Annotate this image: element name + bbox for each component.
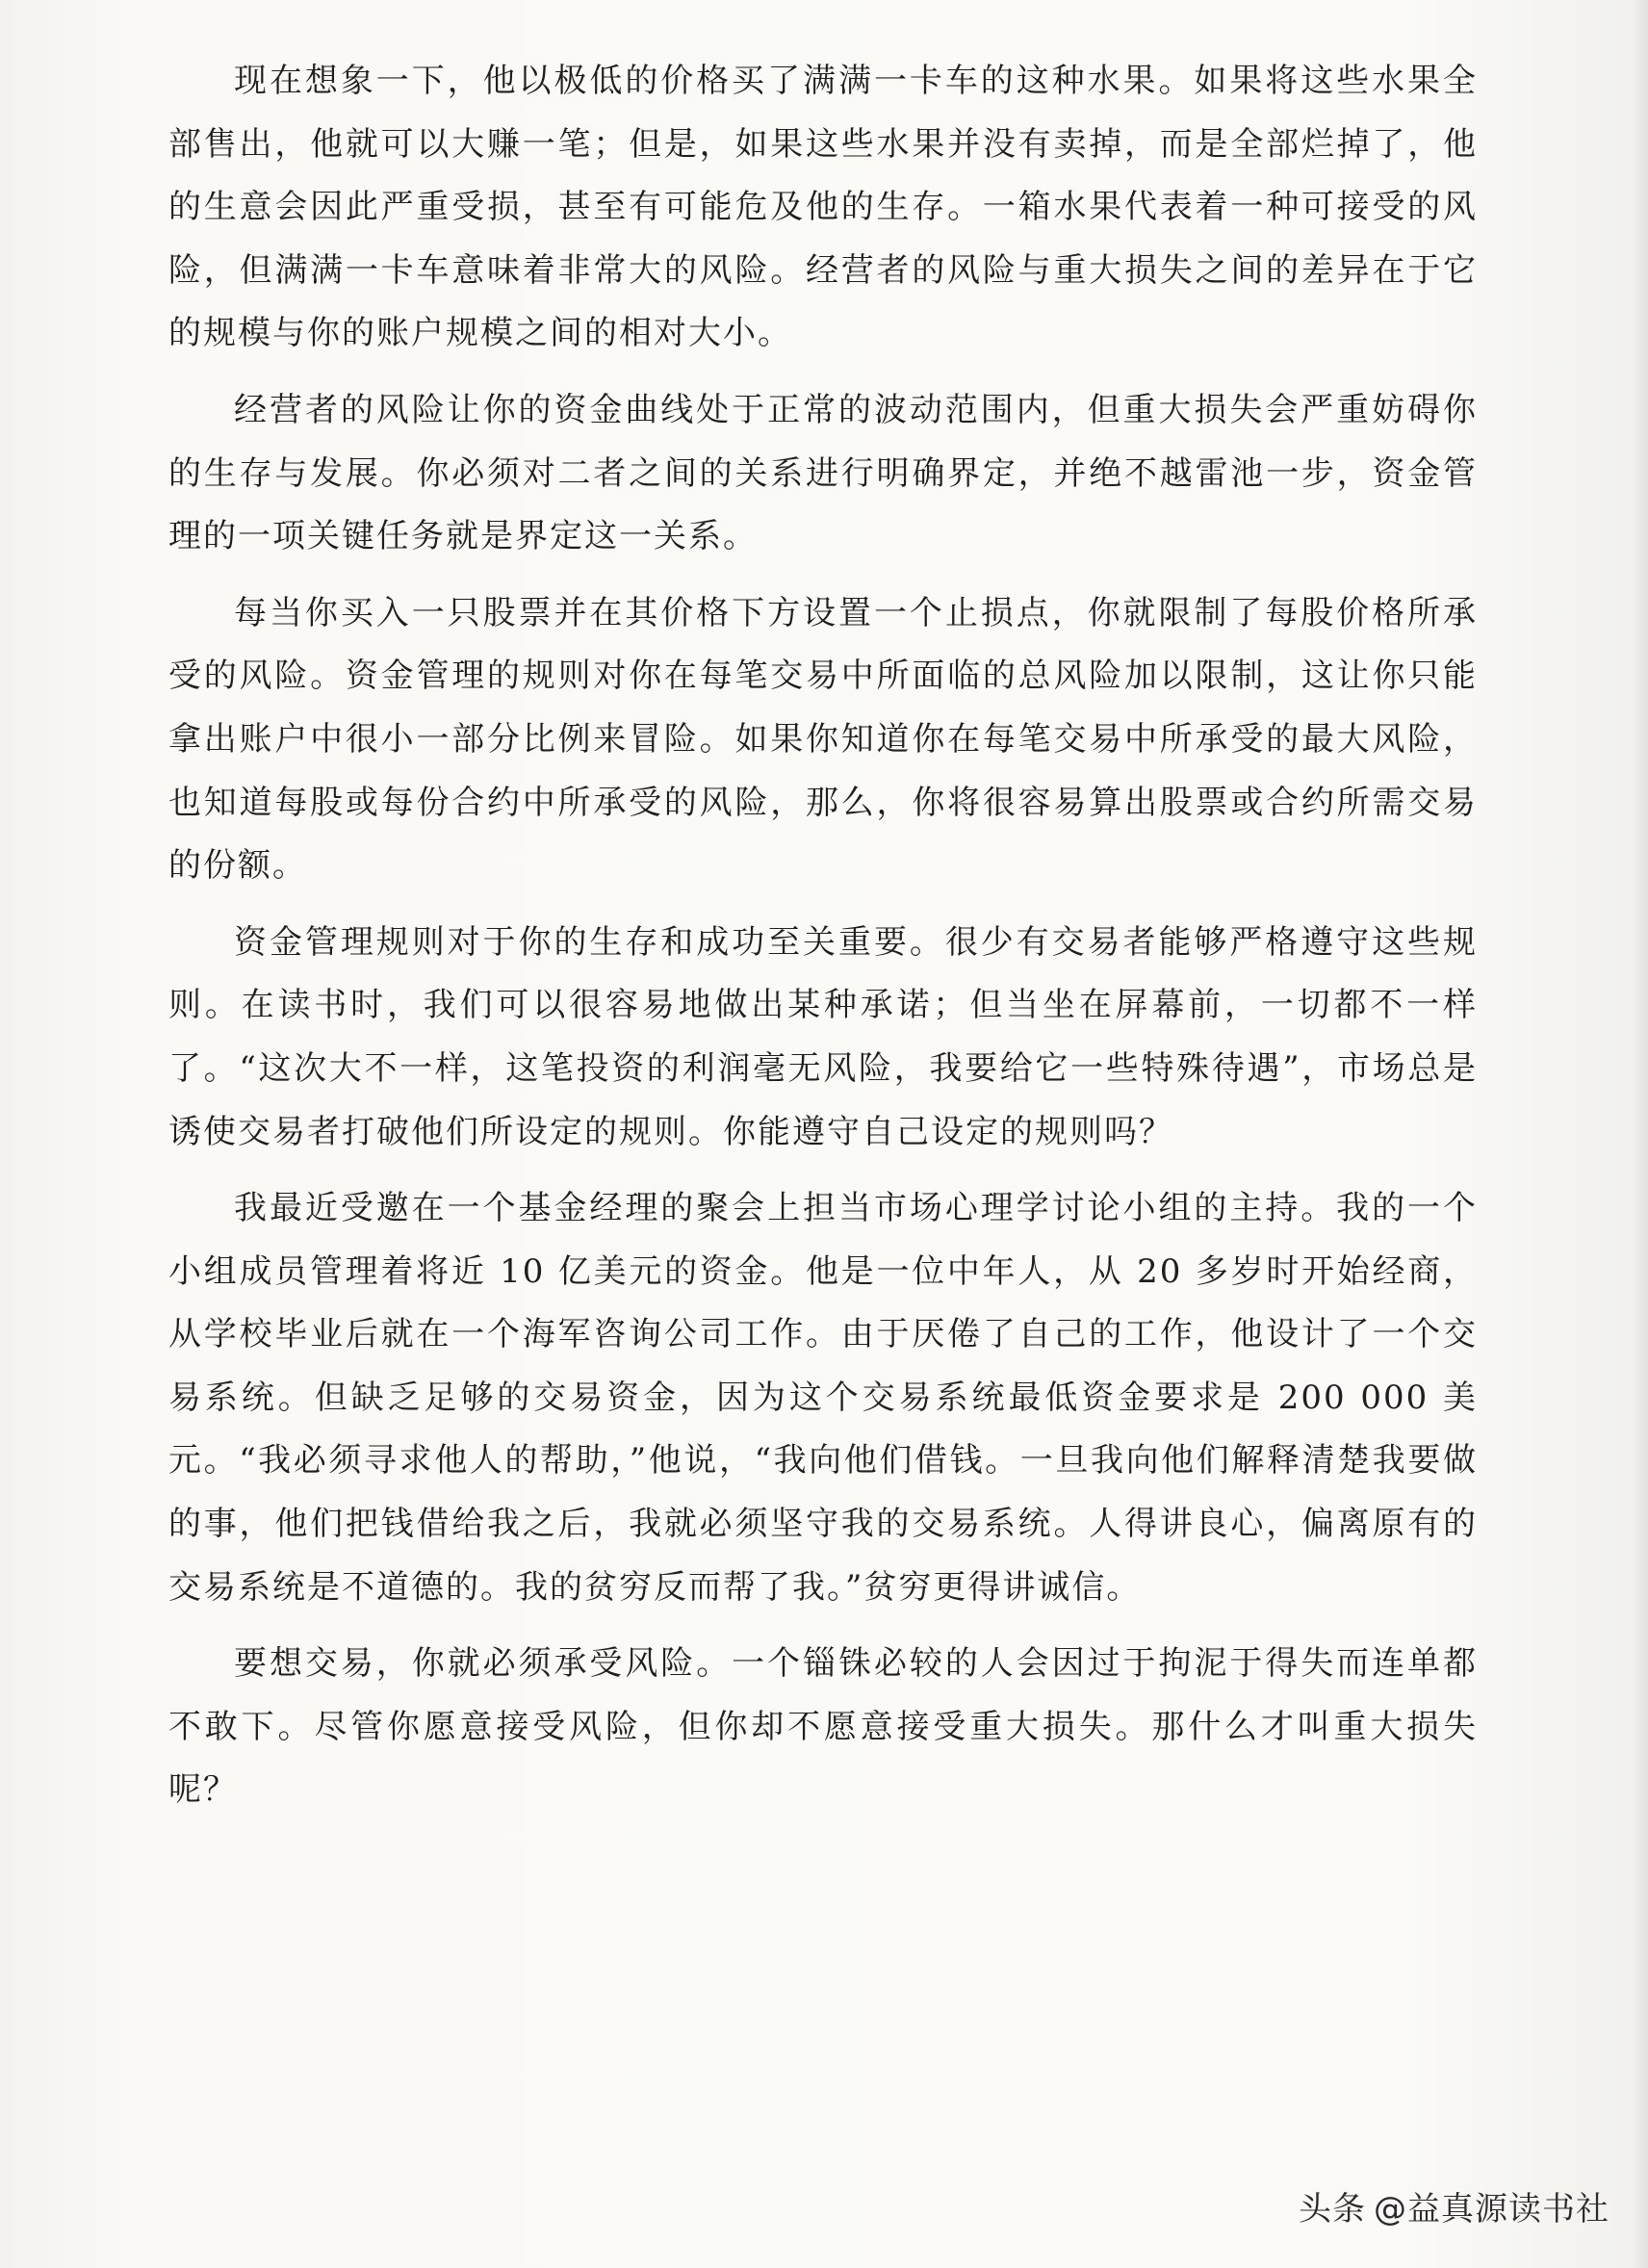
paragraph-3: 每当你买入一只股票并在其价格下方设置一个止损点，你就限制了每股价格所承受的风险。资金管理的规则对你在每笔交易中所面临的总风险加以限制，这让你只能拿出账户中很小一部分比例来冒险。如果你知道你在每笔交易中所承受的最大风险，也知道每股或每份合约中所承受的风险，那么，你将很容易算出股票或合约所需交易的份额。 <box>168 593 1478 886</box>
paragraph-4: 资金管理规则对于你的生存和成功至关重要。很少有交易者能够严格遵守这些规则。在读书时，我们可以很容易地做出某种承诺；但当坐在屏幕前，一切都不一样了。“这次大不一样，这笔投资的利润毫无风险，我要给它一些特殊待遇”，市场总是诱使交易者打破他们所设定的规则。你能遵守自己设定的规则吗？ <box>168 922 1478 1151</box>
watermark-brand: 头条 <box>1299 2190 1366 2229</box>
watermark <box>1299 2182 1609 2229</box>
paragraph-1: 现在想象一下，他以极低的价格买了满满一卡车的这种水果。如果将这些水果全部售出，他就可以大赚一笔；但是，如果这些水果并没有卖掉，而是全部烂掉了，他的生意会因此严重受损，甚至有可能危及他的生存。一箱水果代表着一种可接受的风险，但满满一卡车意味着非常大的风险。经营者的风险与重大损失之间的差异在于它的规模与你的账户规模之间的相对大小。 <box>168 62 1478 353</box>
page-edge-shadow <box>1631 0 1648 2268</box>
paragraph-5: 我最近受邀在一个基金经理的聚会上担当市场心理学讨论小组的主持。我的一个小组成员管理着将近 10 亿美元的资金。他是一位中年人，从 20 多岁时开始经商，从学校毕业后就在一个海军咨询公司工作。由于厌倦了自己的工作，他设计了一个交易系统。但缺乏足够的交易资金，因为这个交易系统最低资金要求是 200 000 美元。“我必须寻求他人的帮助，”他说，“我向他们借钱。一旦我向他们解释清楚我要做的事，他们把钱借给我之后，我就必须坚守我的交易系统。人得讲良心，偏离原有的交易系统是不道德的。我的贫穷反而帮了我。”贫穷更得讲诚信。 <box>168 1189 1478 1607</box>
paragraph-6: 要想交易，你就必须承受风险。一个锱铢必较的人会因过于拘泥于得失而连单都不敢下。尽管你愿意接受风险，但你却不愿意接受重大损失。那什么才叫重大损失呢？ <box>168 1644 1478 1810</box>
body-text <box>168 50 1478 1836</box>
paragraph-2: 经营者的风险让你的资金曲线处于正常的波动范围内，但重大损失会严重妨碍你的生存与发展。你必须对二者之间的关系进行明确界定，并绝不越雷池一步，资金管理的一项关键任务就是界定这一关系。 <box>168 390 1478 556</box>
watermark-handle: @益真源读书社 <box>1374 2190 1609 2229</box>
